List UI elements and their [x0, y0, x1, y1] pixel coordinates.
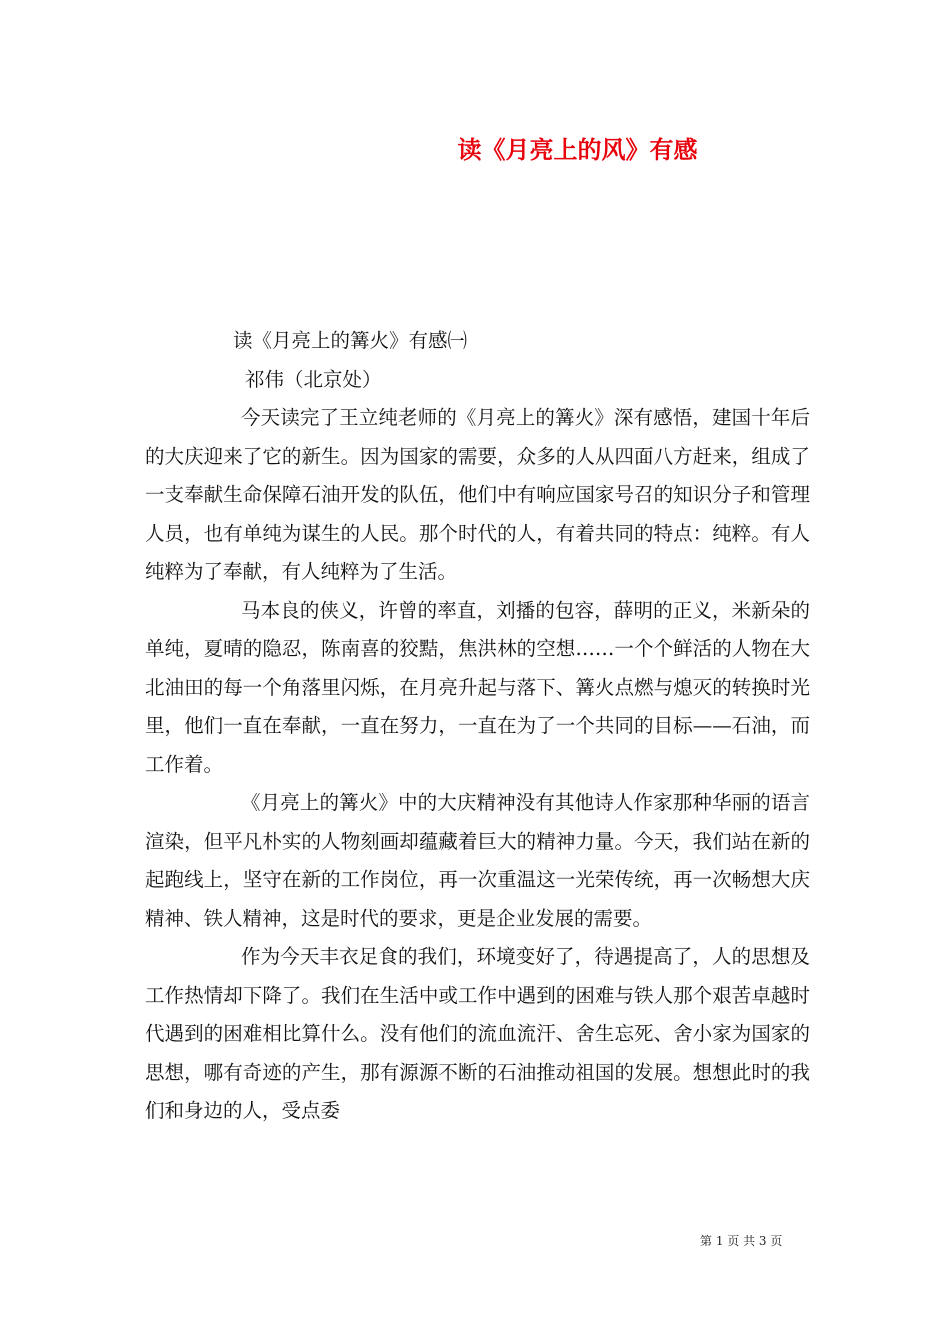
- paragraph-3: 《月亮上的篝火》中的大庆精神没有其他诗人作家那种华丽的语言渲染，但平凡朴实的人物刻画却蕴藏着巨大的精神力量。今天，我们站在新的起跑线上，坚守在新的工作岗位，再一次重温这一光荣传统，再一次畅想大庆精神、铁人精神，这是时代的要求，更是企业发展的需要。: [145, 791, 810, 930]
- page-footer: 第 1 页 共 3 页: [700, 1234, 783, 1248]
- paragraph-4: 作为今天丰衣足食的我们，环境变好了，待遇提高了，人的思想及工作热情却下降了。我们在生活中或工作中遇到的困难与铁人那个艰苦卓越时代遇到的困难相比算什么。没有他们的流血流汗、舍生忘死、舍小家为国家的思想，哪有奇迹的产生，那有源源不断的石油推动祖国的发展。想想此时的我们和身边的人，受点委: [145, 945, 810, 1122]
- document-title: 读《月亮上的风》有感: [457, 135, 698, 164]
- article-author: 祁伟（北京处）: [245, 367, 382, 391]
- paragraph-1: 今天读完了王立纯老师的《月亮上的篝火》深有感悟，建国十年后的大庆迎来了它的新生。因为国家的需要，众多的人从四面八方赶来，组成了一支奉献生命保障石油开发的队伍，他们中有响应国家号召的知识分子和管理人员，也有单纯为谋生的人民。那个时代的人，有着共同的特点：纯粹。有人纯粹为了奉献，有人纯粹为了生活。: [145, 406, 810, 583]
- document-body: [145, 322, 810, 1131]
- paragraph-2: 马本良的侠义，许曾的率直，刘播的包容，薛明的正义，米新朵的单纯，夏晴的隐忍，陈南喜的狡黠，焦洪林的空想……一个个鲜活的人物在大北油田的每一个角落里闪烁，在月亮升起与落下、篝火点燃与熄灭的转换时光里，他们一直在奉献，一直在努力，一直在为了一个共同的目标——石油，而工作着。: [145, 598, 810, 776]
- article-subtitle: 读《月亮上的篝火》有感㈠: [233, 329, 468, 352]
